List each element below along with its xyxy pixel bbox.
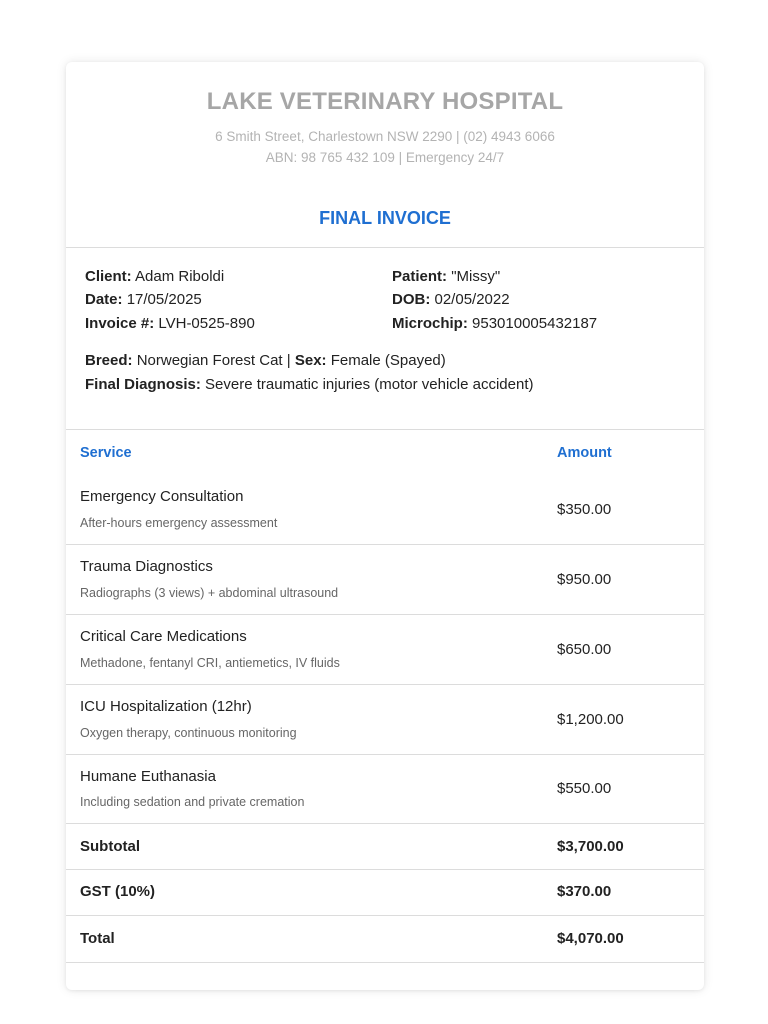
service-name: Trauma Diagnostics (80, 558, 213, 575)
column-header-amount: Amount (557, 445, 612, 461)
dob-value: 02/05/2022 (434, 291, 510, 308)
service-description: Oxygen therapy, continuous monitoring (80, 726, 297, 740)
microchip-value: 953010005432187 (472, 315, 598, 332)
invoice-number-label: Invoice #: (85, 315, 155, 332)
gst-label: GST (10%) (80, 883, 156, 900)
table-row (66, 615, 704, 685)
service-name: Humane Euthanasia (80, 768, 216, 785)
diagnosis-info (85, 376, 534, 393)
breed-value: Norwegian Forest Cat (136, 352, 283, 369)
service-amount: $350.00 (557, 501, 612, 518)
service-amount: $1,200.00 (557, 711, 624, 728)
subtotal-label: Subtotal (80, 838, 140, 855)
invoice-sheet (66, 62, 704, 990)
invoice-number-info (85, 315, 255, 332)
dob-info (392, 291, 510, 308)
client-value: Adam Riboldi (135, 268, 225, 285)
header-divider (66, 247, 704, 248)
column-header-service: Service (80, 445, 132, 461)
service-description: Including sedation and private cremation (80, 795, 305, 809)
diagnosis-label: Final Diagnosis: (85, 376, 201, 393)
service-name: Emergency Consultation (80, 488, 244, 505)
service-description: Methadone, fentanyl CRI, antiemetics, IV fluids (80, 656, 340, 670)
sex-label: Sex: (294, 352, 327, 369)
details-divider (66, 429, 704, 430)
gst-row (66, 870, 704, 916)
hospital-name: LAKE VETERINARY HOSPITAL (206, 88, 564, 115)
client-info (85, 268, 224, 285)
service-name: Critical Care Medications (80, 628, 247, 645)
breed-sex-info (85, 352, 446, 369)
service-amount: $550.00 (557, 780, 612, 797)
table-row (66, 755, 704, 824)
service-amount: $650.00 (557, 641, 612, 658)
breed-sex-separator: | (286, 352, 291, 369)
gst-amount: $370.00 (557, 883, 612, 900)
total-row (66, 916, 704, 963)
dob-label: DOB: (392, 291, 431, 308)
invoice-title: FINAL INVOICE (319, 208, 451, 228)
subtotal-amount: $3,700.00 (557, 838, 624, 855)
service-amount: $950.00 (557, 571, 612, 588)
service-description: Radiographs (3 views) + abdominal ultrasound (80, 586, 339, 600)
invoice-number-value: LVH-0525-890 (158, 315, 255, 332)
date-info (85, 291, 202, 308)
patient-label: Patient: (392, 268, 448, 285)
diagnosis-value: Severe traumatic injuries (motor vehicle accident) (205, 376, 534, 393)
breed-label: Breed: (85, 352, 133, 369)
sex-value: Female (Spayed) (330, 352, 446, 369)
hospital-address: 6 Smith Street, Charlestown NSW 2290 | (02) 4943 6066 (215, 129, 555, 144)
table-row (66, 685, 704, 755)
microchip-info (392, 315, 597, 332)
hospital-abn: ABN: 98 765 432 109 | Emergency 24/7 (265, 150, 505, 165)
service-description: After-hours emergency assessment (80, 516, 278, 530)
patient-value: "Missy" (451, 268, 501, 285)
service-name: ICU Hospitalization (12hr) (80, 698, 252, 715)
subtotal-row (66, 824, 704, 870)
microchip-label: Microchip: (392, 315, 468, 332)
date-value: 17/05/2025 (126, 291, 202, 308)
date-label: Date: (85, 291, 123, 308)
patient-info (392, 268, 500, 285)
client-label: Client: (85, 268, 132, 285)
total-amount: $4,070.00 (557, 930, 624, 947)
total-label: Total (80, 930, 115, 947)
table-row (66, 545, 704, 615)
table-row (66, 476, 704, 545)
